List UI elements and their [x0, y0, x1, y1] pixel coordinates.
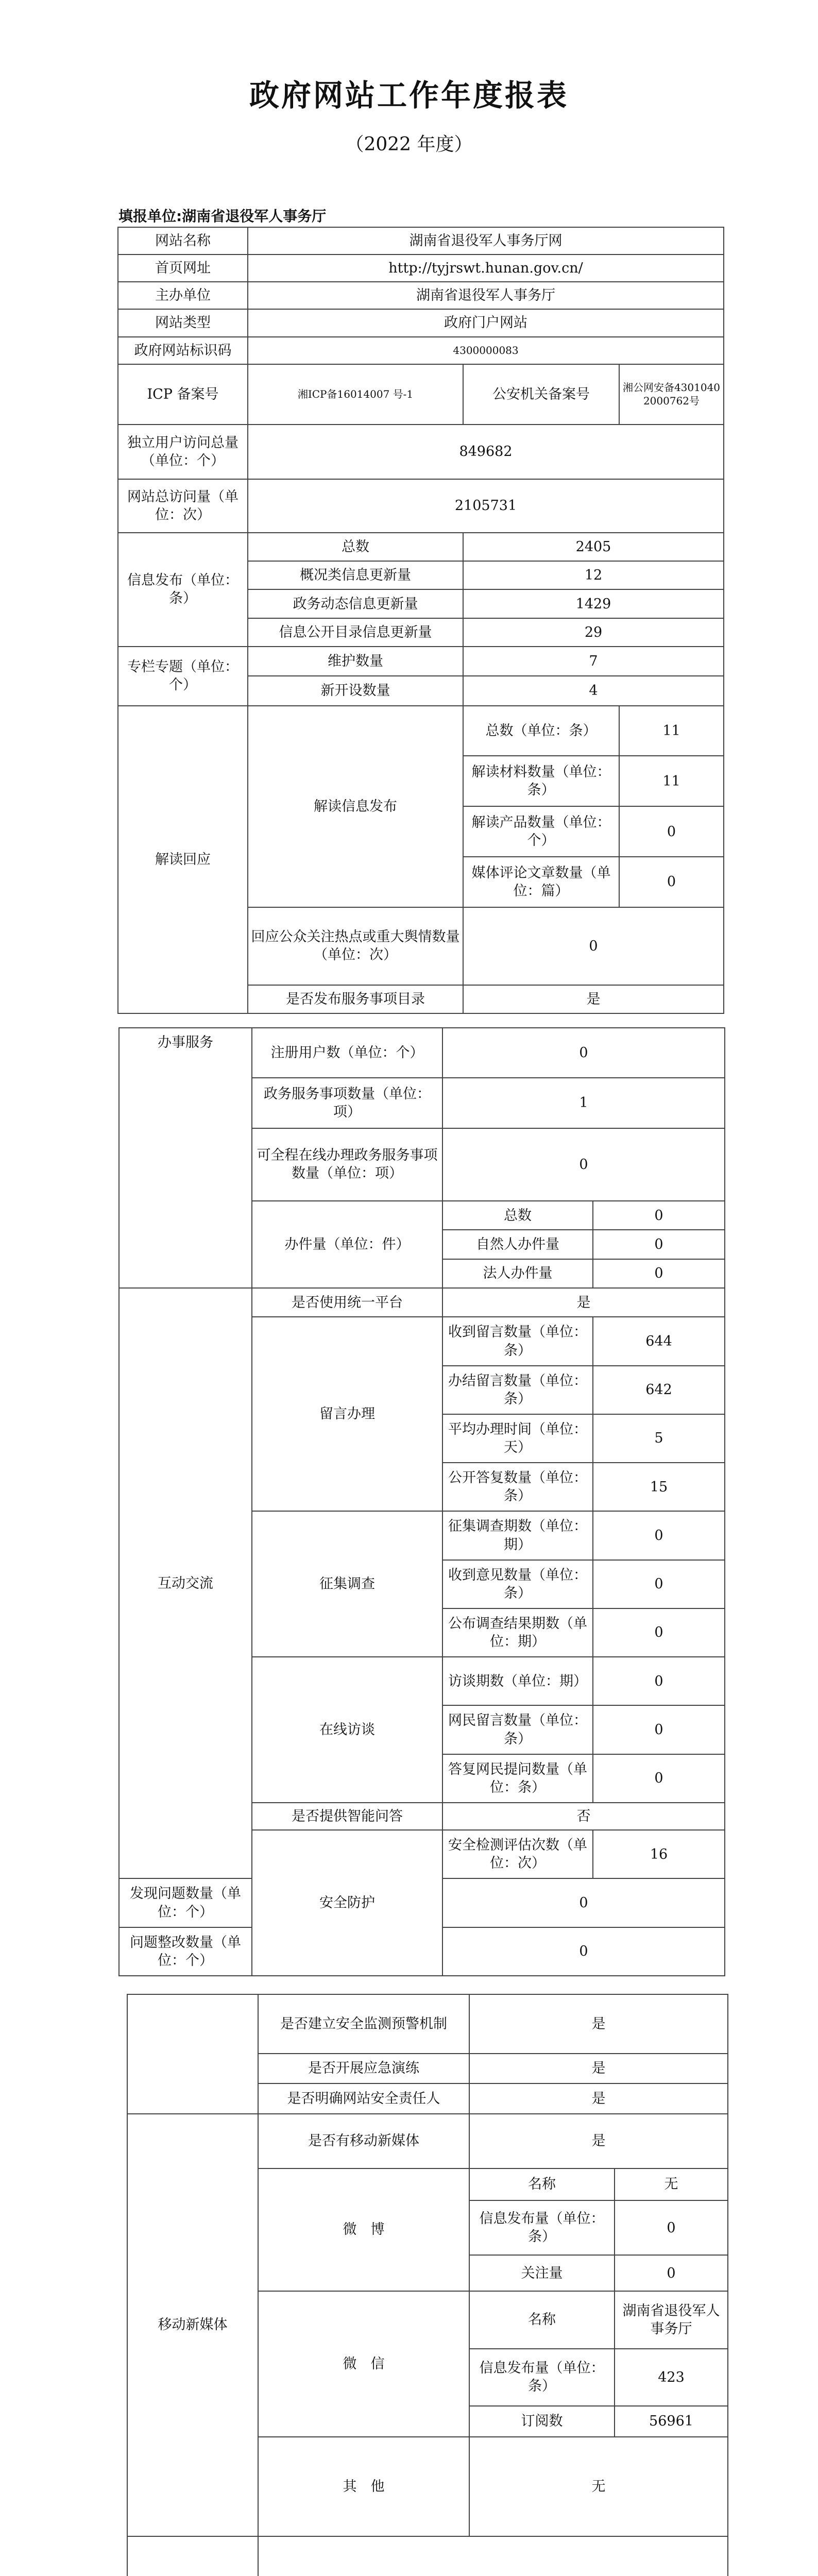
msg-public-label: 公开答复数量（单位：条）: [442, 1463, 593, 1511]
topic-new-value: 4: [463, 676, 724, 705]
info-release-label: 信息发布（单位：条）: [118, 533, 248, 647]
message-handling-label: 留言办理: [252, 1317, 442, 1511]
online-service-label: 办事服务: [119, 1028, 252, 1288]
interp-release-label: 解读信息发布: [248, 706, 463, 907]
msg-avg-time-label: 平均办理时间（单位：天）: [442, 1414, 593, 1463]
topic-maintain-label: 维护数量: [248, 647, 463, 676]
home-url-value: http://tyjrswt.hunan.gov.cn/: [248, 255, 724, 282]
security-issues-label: 发现问题数量（单位：个）: [119, 1878, 252, 1927]
online-items-label: 可全程在线办理政务服务事项数量（单位：项）: [252, 1128, 442, 1201]
interp-product-label: 解读产品数量（单位：个）: [463, 806, 619, 857]
info-news-value: 1429: [463, 589, 724, 618]
survey-periods-value: 0: [593, 1511, 725, 1560]
responsible-value: 是: [469, 2083, 728, 2113]
site-code-value: 4300000083: [248, 337, 724, 364]
interview-messages-value: 0: [593, 1705, 725, 1754]
site-name-label: 网站名称: [118, 227, 248, 255]
new-media-label: 移动新媒体: [127, 2114, 258, 2536]
survey-periods-label: 征集调查期数（单位：期）: [442, 1511, 593, 1560]
site-name-value: 湖南省退役军人事务厅网: [248, 227, 724, 255]
weibo-followers-value: 0: [615, 2255, 728, 2291]
security-label: 安全防护: [252, 1830, 442, 1976]
case-legal-value: 0: [593, 1259, 725, 1288]
interview-answers-label: 答复网民提问数量（单位：条）: [442, 1754, 593, 1803]
host-unit-value: 湖南省退役军人事务厅: [248, 282, 724, 309]
survey-label: 征集调查: [252, 1511, 442, 1657]
survey-opinions-label: 收到意见数量（单位：条）: [442, 1560, 593, 1608]
security-fixed-label: 问题整改数量（单位：个）: [119, 1927, 252, 1976]
weibo-followers-label: 关注量: [469, 2255, 615, 2291]
reporting-unit: 填报单位:湖南省退役军人事务厅: [118, 208, 327, 225]
msg-avg-time-value: 5: [593, 1414, 725, 1463]
smart-qa-label: 是否提供智能问答: [252, 1803, 442, 1830]
icp-label: ICP 备案号: [118, 364, 248, 425]
service-interaction-table: [118, 1027, 725, 1976]
page-title: 政府网站工作年度报表: [249, 78, 569, 113]
weibo-name-value: 无: [615, 2168, 728, 2201]
wechat-posts-label: 信息发布量（单位：条）: [469, 2349, 615, 2405]
interaction-label: 互动交流: [119, 1288, 252, 1878]
topic-maintain-value: 7: [463, 647, 724, 676]
has-new-media-value: 是: [469, 2114, 728, 2168]
basic-info-table: [117, 227, 724, 1014]
unified-platform-label: 是否使用统一平台: [252, 1288, 442, 1317]
msg-closed-label: 办结留言数量（单位：条）: [442, 1366, 593, 1414]
security-media-table: [127, 1994, 728, 2576]
security-blank: [127, 1994, 258, 2114]
info-catalog-value: 29: [463, 618, 724, 647]
wechat-name-label: 名称: [469, 2291, 615, 2349]
uv-label: 独立用户访问总量（单位：个）: [118, 425, 248, 479]
info-news-label: 政务动态信息更新量: [248, 589, 463, 618]
interp-material-label: 解读材料数量（单位：条）: [463, 756, 619, 806]
wechat-subscribers-value: 56961: [615, 2406, 728, 2437]
msg-received-value: 644: [593, 1317, 725, 1365]
msg-received-label: 收到留言数量（单位：条）: [442, 1317, 593, 1365]
interp-total-label: 总数（单位：条）: [463, 706, 619, 756]
interp-media-value: 0: [619, 857, 724, 907]
police-label: 公安机关备案号: [463, 364, 619, 425]
topic-column-label: 专栏专题（单位：个）: [118, 647, 248, 706]
security-eval-label: 安全检测评估次数（单位：次）: [442, 1830, 593, 1878]
innovation-label: [127, 2536, 258, 2576]
pv-value: 2105731: [248, 479, 724, 533]
innovation-options: [258, 2536, 728, 2576]
msg-closed-value: 642: [593, 1366, 725, 1414]
interp-material-value: 11: [619, 756, 724, 806]
wechat-subscribers-label: 订阅数: [469, 2406, 615, 2437]
online-items-value: 0: [442, 1128, 725, 1201]
survey-results-value: 0: [593, 1608, 725, 1657]
interview-periods-value: 0: [593, 1657, 725, 1705]
police-value: 湘公网安备43010402000762号: [619, 364, 724, 425]
info-total-label: 总数: [248, 533, 463, 561]
interp-media-label: 媒体评论文章数量（单位：篇）: [463, 857, 619, 907]
case-total-value: 0: [593, 1201, 725, 1230]
security-eval-value: 16: [593, 1830, 725, 1878]
interp-response-value: 0: [463, 907, 724, 985]
registered-users-value: 0: [442, 1028, 725, 1078]
drill-label: 是否开展应急演练: [258, 2054, 469, 2083]
weibo-label: 微 博: [258, 2168, 469, 2291]
other-media-value: 无: [469, 2437, 728, 2536]
case-person-value: 0: [593, 1230, 725, 1259]
site-type-label: 网站类型: [118, 309, 248, 336]
interview-label: 在线访谈: [252, 1657, 442, 1803]
monitor-value: 是: [469, 1994, 728, 2054]
case-person-label: 自然人办件量: [442, 1230, 593, 1259]
interview-messages-label: 网民留言数量（单位：条）: [442, 1705, 593, 1754]
security-issues-value: 0: [442, 1878, 725, 1927]
wechat-name-value: 湖南省退役军人事务厅: [615, 2291, 728, 2349]
service-items-label: 政务服务事项数量（单位：项）: [252, 1078, 442, 1128]
topic-new-label: 新开设数量: [248, 676, 463, 705]
service-catalog-label: 是否发布服务事项目录: [248, 985, 463, 1013]
weibo-name-label: 名称: [469, 2168, 615, 2201]
security-fixed-value: 0: [442, 1927, 725, 1976]
info-overview-label: 概况类信息更新量: [248, 561, 463, 589]
icp-value: 湘ICP备16014007 号-1: [248, 364, 463, 425]
uv-value: 849682: [248, 425, 724, 479]
responsible-label: 是否明确网站安全责任人: [258, 2083, 469, 2113]
interview-periods-label: 访谈期数（单位：期）: [442, 1657, 593, 1705]
home-url-label: 首页网址: [118, 255, 248, 282]
report-year: （2022 年度）: [345, 134, 473, 155]
survey-opinions-value: 0: [593, 1560, 725, 1608]
wechat-posts-value: 423: [615, 2349, 728, 2405]
interview-answers-value: 0: [593, 1754, 725, 1803]
wechat-label: 微 信: [258, 2291, 469, 2437]
drill-value: 是: [469, 2054, 728, 2083]
site-type-value: 政府门户网站: [248, 309, 724, 336]
interp-product-value: 0: [619, 806, 724, 857]
site-code-label: 政府网站标识码: [118, 337, 248, 364]
weibo-posts-value: 0: [615, 2200, 728, 2255]
info-overview-value: 12: [463, 561, 724, 589]
info-total-value: 2405: [463, 533, 724, 561]
host-unit-label: 主办单位: [118, 282, 248, 309]
has-new-media-label: 是否有移动新媒体: [258, 2114, 469, 2168]
case-volume-label: 办件量（单位：件）: [252, 1201, 442, 1288]
interp-total-value: 11: [619, 706, 724, 756]
msg-public-value: 15: [593, 1463, 725, 1511]
service-catalog-value: 是: [463, 985, 724, 1013]
smart-qa-value: 否: [442, 1803, 725, 1830]
weibo-posts-label: 信息发布量（单位：条）: [469, 2200, 615, 2255]
other-media-label: 其 他: [258, 2437, 469, 2536]
unified-platform-value: 是: [442, 1288, 725, 1317]
case-total-label: 总数: [442, 1201, 593, 1230]
survey-results-label: 公布调查结果期数（单位：期）: [442, 1608, 593, 1657]
pv-label: 网站总访问量（单位：次）: [118, 479, 248, 533]
interp-response-label: 回应公众关注热点或重大舆情数量（单位：次）: [248, 907, 463, 985]
registered-users-label: 注册用户数（单位：个）: [252, 1028, 442, 1078]
monitor-label: 是否建立安全监测预警机制: [258, 1994, 469, 2054]
interpretation-label: 解读回应: [118, 706, 248, 1013]
info-catalog-label: 信息公开目录信息更新量: [248, 618, 463, 647]
case-legal-label: 法人办件量: [442, 1259, 593, 1288]
service-items-value: 1: [442, 1078, 725, 1128]
